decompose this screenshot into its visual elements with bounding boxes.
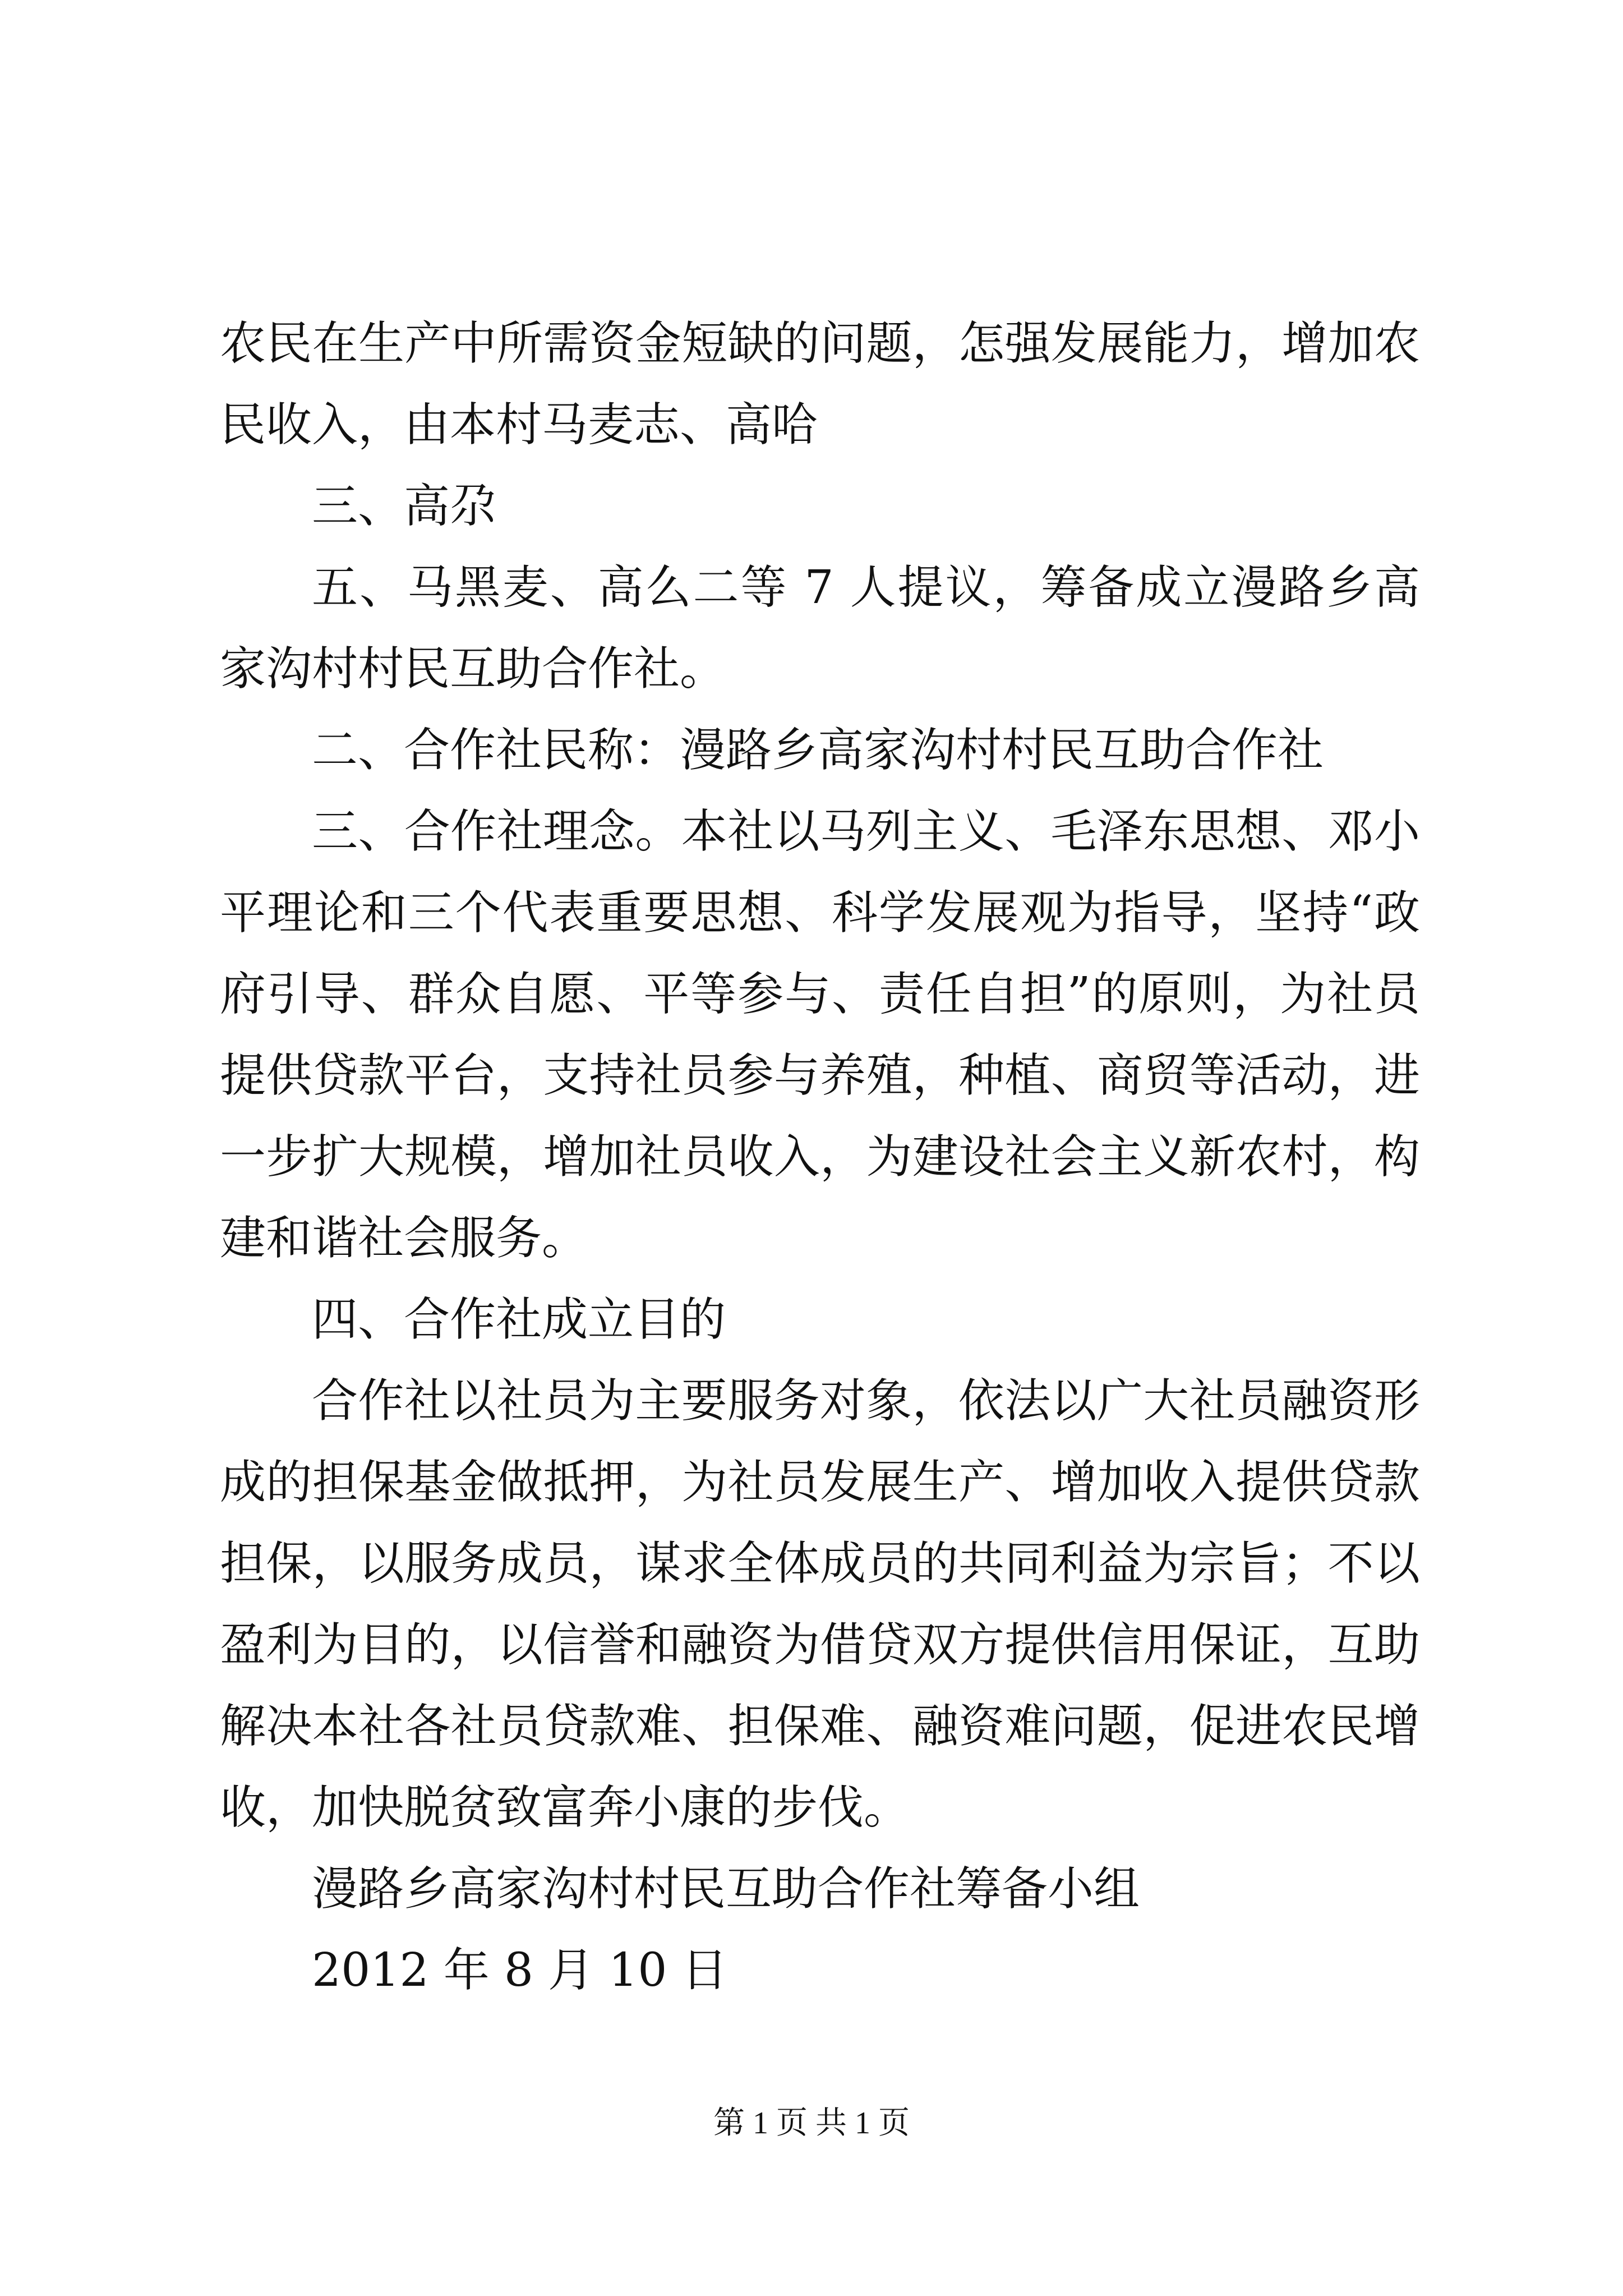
document-body xyxy=(220,303,1420,2011)
paragraph-3: 五、马黑麦、高么二等 7 人提议，筹备成立漫路乡高家沟村村民互助合作社。 xyxy=(220,561,1420,696)
paragraph-1: 农民在生产中所需资金短缺的问题，怎强发展能力，增加农民收入，由本村马麦志、高哈 xyxy=(220,317,1420,452)
page-footer: 第 1 页 共 1 页 xyxy=(713,2106,910,2141)
signature-line: 漫路乡高家沟村村民互助合作社筹备小组 xyxy=(312,1862,1140,1916)
paragraph-6: 四、合作社成立目的 xyxy=(312,1293,726,1346)
date-line: 2012 年 8 月 10 日 xyxy=(312,1944,728,1997)
paragraph-4: 二、合作社民称：漫路乡高家沟村村民互助合作社 xyxy=(312,724,1324,777)
paragraph-5: 三、合作社理念。本社以马列主义、毛泽东思想、邓小平理论和三个代表重要思想、科学发展观为指导，坚持“政府引导、群众自愿、平等参与、责任自担”的原则，为社员提供贷款平台，支持社员参与养殖，种植、商贸等活动，进一步扩大规模，增加社员收入，为建设社会主义新农村，构建和谐社会服务。 xyxy=(220,805,1420,1265)
paragraph-2: 三、高尕 xyxy=(312,480,496,533)
paragraph-7: 合作社以社员为主要服务对象，依法以广大社员融资形成的担保基金做抵押，为社员发展生产、增加收入提供贷款担保，以服务成员，谋求全体成员的共同利益为宗旨；不以盈利为目的，以信誉和融资为借贷双方提供信用保证，互助解决本社各社员贷款难、担保难、融资难问题，促进农民增收，加快脱贫致富奔小康的步伐。 xyxy=(220,1374,1420,1834)
